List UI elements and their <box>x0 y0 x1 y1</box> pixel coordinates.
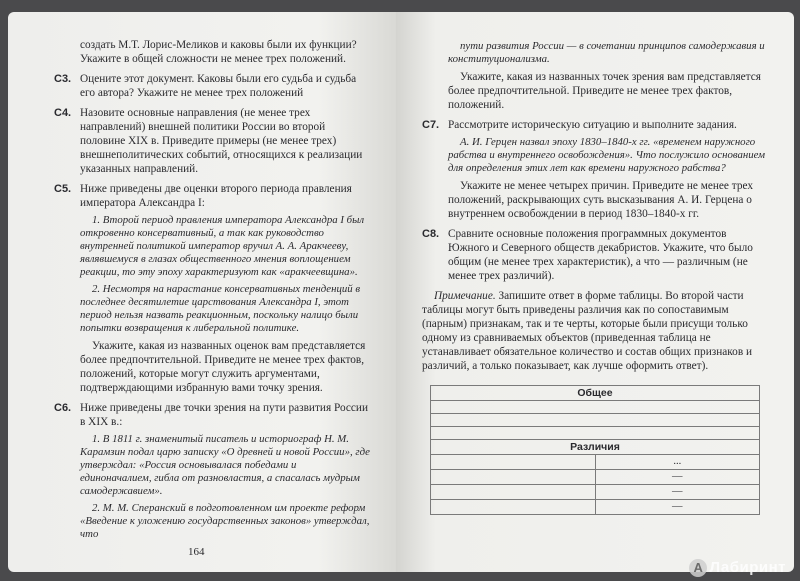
task-text: Оцените этот документ. Каковы были его судьба и судьба его автора? Укажите не менее трех положений <box>80 73 357 99</box>
table-row <box>431 455 760 470</box>
note-label: Примечание. <box>434 290 496 302</box>
note-text: Запишите ответ в форме таблицы. Во второй части таблицы могут быть приведены различия как по сопоставимым (парным) признакам, так и те черты, которые были присущи только одному из сравниваемых объектов (приведенная таблица не устанавливает обязательное количество и состав общих признаков и различий, а только показывает, как лучше оформить ответ). <box>422 290 753 372</box>
table-row <box>431 485 760 500</box>
labirint-logo-text: Лабиринт <box>709 559 786 576</box>
cell-dash: — <box>595 485 760 500</box>
task-text: Сравните основные положения программных документов Южного и Северного обществ декабристов. Укажите, что было общим (не менее трех характеристик), а что — различным (не менее трех различий). <box>448 228 753 282</box>
task-number: С3. <box>54 73 72 85</box>
task-c2-continuation <box>54 38 370 66</box>
task-number: С4. <box>54 107 72 119</box>
table-header-common: Общее <box>431 386 760 401</box>
table-row <box>431 470 760 485</box>
quote-1: 1. В 1811 г. знаменитый писатель и историограф Н. М. Карамзин подал царю записку «О древней и новой России», где утверждал: «Россия основывалася победами и единоначалием, гибла от разновластия, а спасалась мудрым самодержавием». <box>80 433 370 497</box>
quote-continuation: пути развития России — в сочетании принципов самодержавия и конституционализма. <box>448 40 765 65</box>
task-number: С6. <box>54 402 72 414</box>
quote-2: 2. М. М. Сперанский в подготовленном им проекте реформ «Введение к уложению государственных законов» утверждал, что <box>80 502 370 540</box>
cell-dash: — <box>595 500 760 515</box>
answer-table <box>430 385 760 515</box>
task-number: С8. <box>422 228 440 240</box>
right-column <box>422 40 766 515</box>
quote-1: 1. Второй период правления императора Александра I был откровенно консервативный, а так как руководство внутренней политикой император вручил А. А. Аракчееву, являвшемуся в глазах общественного мнения воплощением реакции, то эту эпоху характеризуют как «аракчеевщина». <box>80 214 365 278</box>
table-header-differences: Различия <box>431 440 760 455</box>
task-c5 <box>54 182 370 395</box>
task-intro: Ниже приведены две точки зрения на пути развития России в XIX в.: <box>80 402 369 428</box>
task-c4 <box>54 106 370 176</box>
quote: А. И. Герцен назвал эпоху 1830–1840-х гг. «временем наружного рабства и внутреннего освобождения». Что послужило основанием для определения этих лет как времени наружного рабства? <box>448 136 766 174</box>
left-column <box>54 38 370 547</box>
task-text: Рассмотрите историческую ситуацию и выполните задания. <box>448 119 737 131</box>
labirint-logo-icon: A <box>689 559 707 577</box>
task-instruction: Укажите, какая из названных оценок вам представляется более предпочтительной. Приведите не менее трех фактов, положений, которые могут служить аргументами, подтверждающими избранную вами точку зрения. <box>80 340 366 394</box>
task-intro: Ниже приведены две оценки второго периода правления императора Александра I: <box>80 183 352 209</box>
task-instruction: Укажите, какая из названных точек зрения вам представляется более предпочтительной. Приведите не менее трех фактов, положений. <box>448 71 761 111</box>
task-number: С7. <box>422 119 440 131</box>
left-page <box>8 12 396 572</box>
task-c6 <box>54 401 370 541</box>
task-c8 <box>422 227 766 283</box>
labirint-watermark <box>689 559 786 577</box>
right-page <box>396 12 794 572</box>
task-c7 <box>422 118 766 221</box>
cell-dots: ... <box>595 455 760 470</box>
table-row <box>431 414 760 427</box>
note <box>422 289 766 373</box>
c2-continuation-text: создать М.Т. Лорис-Меликов и каковы были их функции? Укажите в общей сложности не менее трех положений. <box>80 39 357 65</box>
table-row <box>431 427 760 440</box>
task-c6-continuation <box>422 40 766 112</box>
task-number: С5. <box>54 183 72 195</box>
table-row <box>431 500 760 515</box>
table-row <box>431 401 760 414</box>
task-text: Назовите основные направления (не менее трех направлений) внешней политики России во второй половине XIX в. Приведите примеры (не менее трех) внешнеполитических событий, относящихся к реализации указанных направлений. <box>80 107 363 175</box>
page-number: 164 <box>188 546 205 558</box>
task-c3 <box>54 72 370 100</box>
quote-2: 2. Несмотря на нарастание консервативных тенденций в последнее десятилетие царствования Александра I, этот период нельзя назвать реакционным, поскольку налицо были попытки возвращения к либеральной политике. <box>80 283 361 334</box>
task-instruction: Укажите не менее четырех причин. Приведите не менее трех положений, раскрывающих суть высказывания А. И. Герцена о внутреннем освобождении в период 1830–1840-х гг. <box>448 180 754 220</box>
cell-dash: — <box>595 470 760 485</box>
